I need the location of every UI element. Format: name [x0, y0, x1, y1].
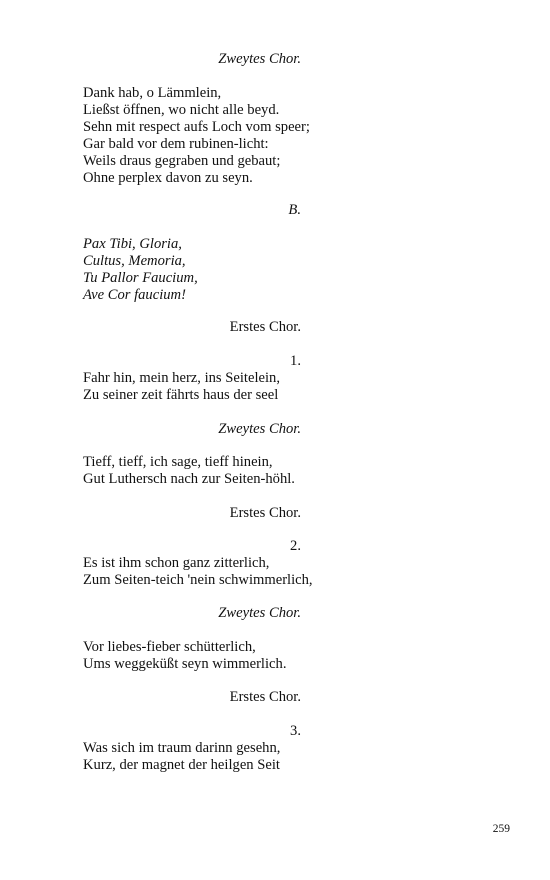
- stanza: [83, 454, 463, 488]
- verse-line: Sehn mit respect aufs Loch vom speer;: [83, 119, 310, 135]
- stanza: [83, 85, 463, 187]
- stanza: [83, 740, 463, 774]
- section-heading: Zweytes Chor.: [218, 421, 301, 437]
- verse-line: Fahr hin, mein herz, ins Seitelein,: [83, 370, 280, 386]
- section-heading: Zweytes Chor.: [218, 605, 301, 621]
- stanza: [83, 639, 463, 673]
- latin-stanza: [83, 236, 463, 304]
- stanza-number: 3.: [290, 723, 301, 739]
- verse-line: Ave Cor faucium!: [83, 287, 186, 303]
- verse-line: Dank hab, o Lämmlein,: [83, 85, 222, 101]
- verse-line: Gar bald vor dem rubinen-licht:: [83, 136, 269, 152]
- stanza-number: 2.: [290, 538, 301, 554]
- verse-line: Ohne perplex davon zu seyn.: [83, 170, 253, 186]
- verse-line: Zum Seiten-teich 'nein schwimmerlich,: [83, 572, 313, 588]
- stanza: [83, 555, 463, 589]
- verse-line: Kurz, der magnet der heilgen Seit: [83, 757, 280, 773]
- stanza-number: 1.: [290, 353, 301, 369]
- verse-line: Ums weggeküßt seyn wimmerlich.: [83, 656, 287, 672]
- verse-line: Was sich im traum darinn gesehn,: [83, 740, 281, 756]
- verse-line: Pax Tibi, Gloria,: [83, 236, 182, 252]
- page-number: 259: [492, 823, 510, 835]
- verse-line: Tu Pallor Faucium,: [83, 270, 198, 286]
- verse-line: Vor liebes-fieber schütterlich,: [83, 639, 256, 655]
- section-heading: Erstes Chor.: [229, 689, 301, 705]
- section-heading: Zweytes Chor.: [218, 51, 301, 67]
- verse-line: Tieff, tieff, ich sage, tieff hinein,: [83, 454, 273, 470]
- verse-line: Zu seiner zeit fährts haus der seel: [83, 387, 279, 403]
- stanza: [83, 370, 463, 404]
- section-heading: Erstes Chor.: [229, 319, 301, 335]
- section-heading: B.: [288, 202, 301, 218]
- verse-line: Ließst öffnen, wo nicht alle beyd.: [83, 102, 280, 118]
- verse-line: Weils draus gegraben und gebaut;: [83, 153, 281, 169]
- verse-line: Es ist ihm schon ganz zitterlich,: [83, 555, 270, 571]
- section-heading: Erstes Chor.: [229, 505, 301, 521]
- verse-line: Cultus, Memoria,: [83, 253, 186, 269]
- verse-line: Gut Luthersch nach zur Seiten-höhl.: [83, 471, 295, 487]
